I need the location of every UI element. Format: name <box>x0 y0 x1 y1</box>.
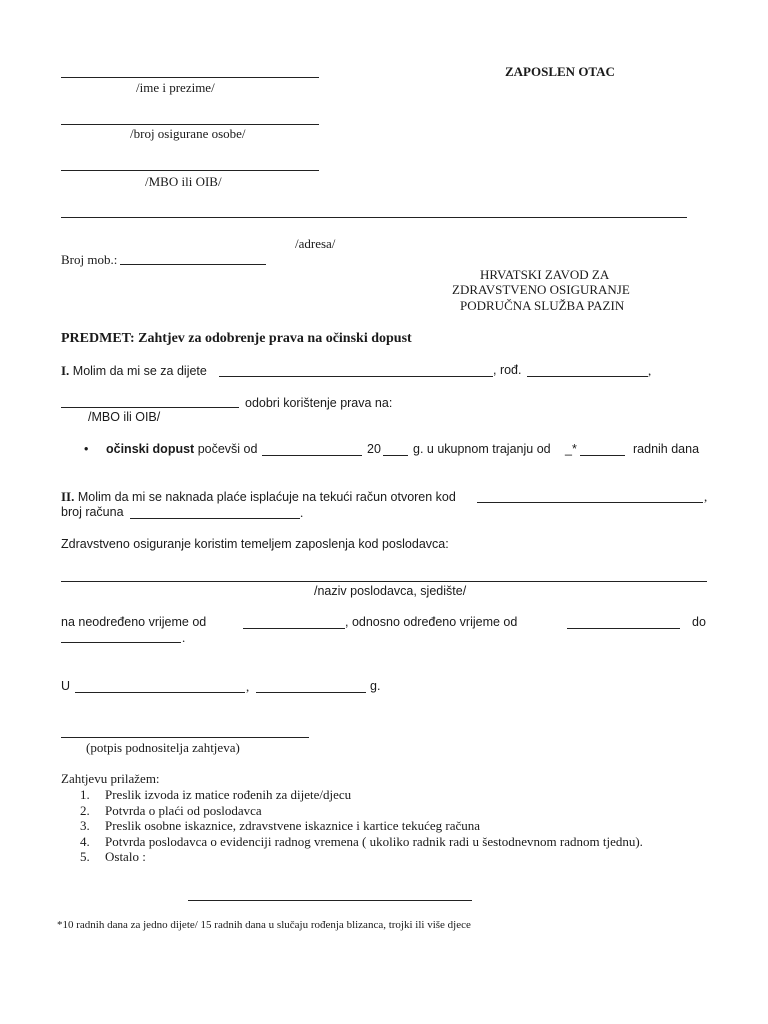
date-line[interactable] <box>256 692 366 693</box>
attachment-text: Ostalo : <box>105 849 146 864</box>
paternity-leave-line <box>106 442 257 456</box>
attachments-heading: Zahtjevu prilažem: <box>61 771 160 786</box>
place-comma: , <box>246 679 250 694</box>
account-period: . <box>300 505 304 520</box>
recipient-line-3: PODRUČNA SLUŽBA PAZIN <box>460 298 625 313</box>
recipient-line-1: HRVATSKI ZAVOD ZA <box>480 267 610 282</box>
working-days-label: radnih dana <box>633 442 700 456</box>
account-number-label: broj računa <box>61 505 124 519</box>
attachment-text: Preslik osobne iskaznice, zdravstvene iskaznice i kartice tekućeg računa <box>105 818 481 833</box>
name-field-line[interactable] <box>61 77 319 78</box>
bullet-marker: • <box>84 442 89 456</box>
insured-number-line[interactable] <box>61 124 319 125</box>
indefinite-date-line[interactable] <box>243 628 345 629</box>
child-name-line[interactable] <box>219 376 493 377</box>
bank-comma: , <box>704 489 708 504</box>
year-prefix: 20 <box>367 442 381 456</box>
address-field-line[interactable] <box>61 217 687 218</box>
mbo-field-line[interactable] <box>61 170 319 171</box>
child-mbo-label: /MBO ili OIB/ <box>88 410 161 424</box>
section-2-numeral: II. <box>61 489 75 504</box>
section-1-numeral: I. <box>61 363 70 378</box>
attachment-text: Preslik izvoda iz matice rođenih za dijete/djecu <box>105 787 352 802</box>
attachment-text: Potvrda poslodavca o evidenciji radnog vremena ( ukoliko radnik radi u šestodnevnom radnom tjednu). <box>105 833 643 849</box>
bank-name-line[interactable] <box>477 502 703 503</box>
section-1-request-text: Molim da mi se za dijete <box>69 364 207 378</box>
footnote: *10 radnih dana za jedno dijete/ 15 radnih dana u slučaju rođenja blizanca, trojki ili više djece <box>57 919 471 931</box>
recipient-line-2: ZDRAVSTVENO OSIGURANJE <box>452 282 630 297</box>
leave-year-line[interactable] <box>383 455 408 456</box>
subject-heading: PREDMET: Zahtjev za odobrenje prava na očinski dopust <box>61 331 412 346</box>
paternity-leave-label: očinski dopust <box>106 442 195 456</box>
born-label: , rođ. <box>493 363 522 377</box>
place-line[interactable] <box>75 692 245 693</box>
name-field-label: /ime i prezime/ <box>136 80 215 95</box>
indefinite-period-label: na neodređeno vrijeme od <box>61 615 207 629</box>
signature-label: (potpis podnositelja zahtjeva) <box>86 740 240 755</box>
child-mbo-line[interactable] <box>61 407 239 408</box>
born-comma: , <box>648 363 652 378</box>
place-prefix: U <box>61 679 71 693</box>
form-title: ZAPOSLEN OTAC <box>505 64 615 79</box>
other-attachment-line[interactable] <box>188 900 472 901</box>
list-item: 4. Potvrda poslodavca o evidenciji radnog vremena ( ukoliko radnik radi u šestodnevnom radnom tjednu). <box>80 833 643 849</box>
total-duration-label: g. u ukupnom trajanju od <box>413 442 551 456</box>
list-item: 5. Ostalo : <box>80 849 146 864</box>
section-1-line-1 <box>61 363 207 379</box>
duration-star: _* <box>565 442 577 456</box>
to-date-line[interactable] <box>61 642 181 643</box>
account-number-line[interactable] <box>130 518 300 519</box>
employer-label: /naziv poslodavca, sjedište/ <box>314 584 467 598</box>
to-period: . <box>182 630 186 645</box>
employer-line[interactable] <box>61 581 707 582</box>
signature-line[interactable] <box>61 737 309 738</box>
leave-start-date-line[interactable] <box>262 455 362 456</box>
address-field-label: /adresa/ <box>295 236 336 251</box>
definite-date-line[interactable] <box>567 628 680 629</box>
attachment-text: Potvrda o plaći od poslodavca <box>105 802 262 818</box>
to-label: do <box>692 615 706 629</box>
insured-number-label: /broj osigurane osobe/ <box>130 126 246 141</box>
mobile-label: Broj mob.: <box>61 252 118 267</box>
section-2-request-text: Molim da mi se naknada plaće isplaćuje na tekući račun otvoren kod <box>74 490 456 504</box>
mbo-field-label: /MBO ili OIB/ <box>145 174 222 189</box>
approve-text: odobri korištenje prava na: <box>245 396 393 410</box>
from-label: počevši od <box>197 442 258 456</box>
section-2-line-1 <box>61 489 456 505</box>
list-item: 3. Preslik osobne iskaznice, zdravstvene iskaznice i kartice tekućeg računa <box>80 818 481 833</box>
list-item: 1. Preslik izvoda iz matice rođenih za dijete/djecu <box>80 787 352 802</box>
list-item: 2. Potvrda o plaći od poslodavca <box>80 802 262 818</box>
attachments-list <box>80 787 705 865</box>
birth-date-line[interactable] <box>527 376 648 377</box>
duration-days-line[interactable] <box>580 455 625 456</box>
year-suffix: g. <box>370 679 381 693</box>
definite-period-label: , odnosno određeno vrijeme od <box>345 615 518 629</box>
mobile-field-line[interactable] <box>120 264 266 265</box>
insurance-text: Zdravstveno osiguranje koristim temeljem zaposlenja kod poslodavca: <box>61 537 449 551</box>
